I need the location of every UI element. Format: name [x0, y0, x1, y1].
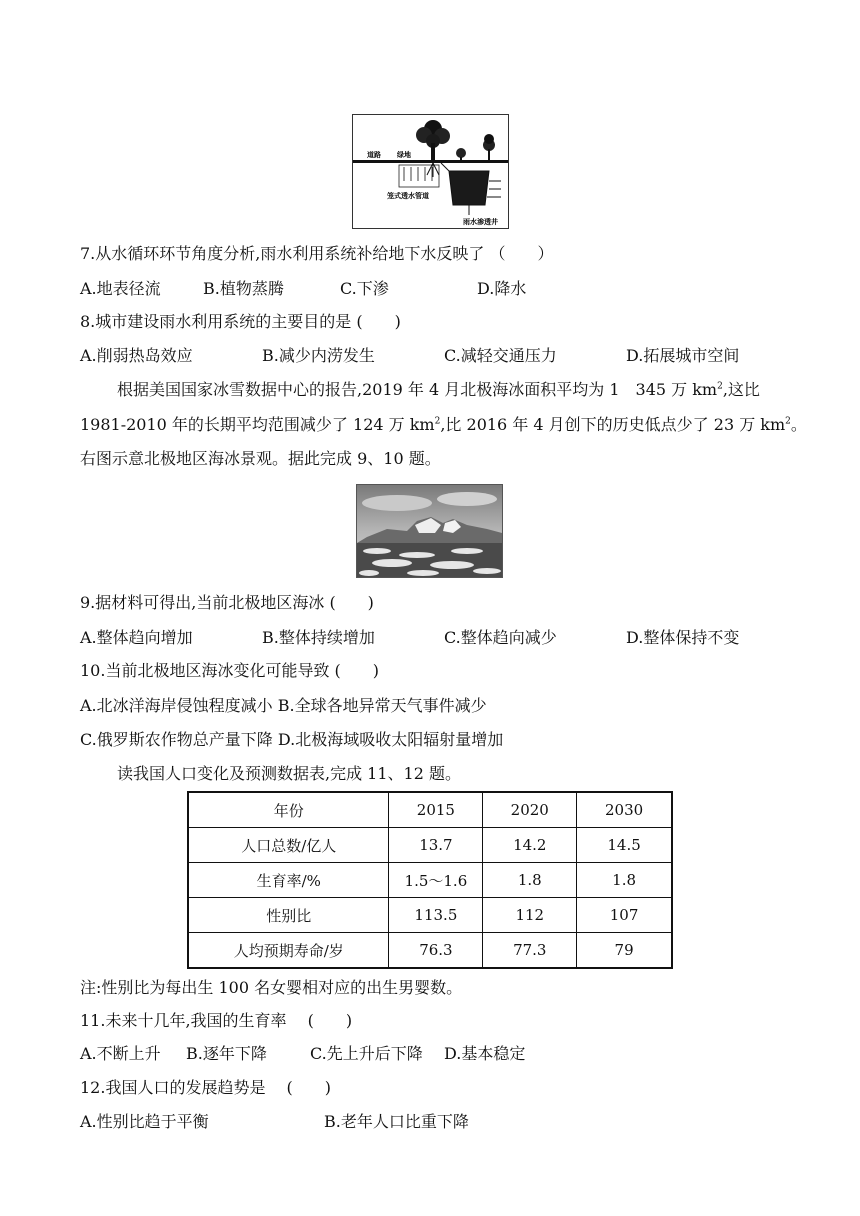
- q8-option-a[interactable]: A.削弱热岛效应: [80, 346, 193, 365]
- q9-stem: 9.据材料可得出,当前北极地区海冰 ( ): [80, 593, 374, 612]
- q9-option-c[interactable]: C.整体趋向减少: [444, 628, 557, 647]
- table-cell: 生育率/%: [188, 863, 389, 898]
- table-cell: 1.8: [577, 863, 672, 898]
- table-cell: 14.2: [483, 828, 577, 863]
- table-cell: 76.3: [389, 933, 483, 969]
- passage1-line2: 1981-2010 年的长期平均范围减少了 124 万 $km^2$,比 2016 年 4 月创下的历史低点少了 23 万 $km^2$。: [80, 415, 807, 434]
- q8-option-d[interactable]: D.拓展城市空间: [626, 346, 740, 365]
- table-cell: 1.5～1.6: [389, 863, 483, 898]
- table-header-cell: 年份: [188, 792, 389, 828]
- q7-stem: 7.从水循环环节角度分析,雨水利用系统补给地下水反映了 （ ）: [80, 244, 554, 263]
- table-cell: 77.3: [483, 933, 577, 969]
- q12-option-a[interactable]: A.性别比趋于平衡: [80, 1112, 209, 1131]
- table-cell: 113.5: [389, 898, 483, 933]
- arctic-sea-ice-photo: [356, 484, 503, 578]
- green-label: 绿地: [397, 151, 411, 159]
- q8-option-b[interactable]: B.减少内涝发生: [262, 346, 375, 365]
- q11-stem: 11.未来十几年,我国的生育率 ( ): [80, 1011, 353, 1030]
- table-cell: 107: [577, 898, 672, 933]
- q8-option-c[interactable]: C.减轻交通压力: [444, 346, 557, 365]
- q7-option-c[interactable]: C.下渗: [340, 279, 389, 298]
- table-row: [188, 933, 672, 969]
- q11-option-d[interactable]: D.基本稳定: [444, 1044, 526, 1063]
- q11-option-c[interactable]: C.先上升后下降: [310, 1044, 423, 1063]
- passage1-line3: 右图示意北极地区海冰景观。据此完成 9、10 题。: [80, 449, 441, 468]
- q8-stem: 8.城市建设雨水利用系统的主要目的是 ( ): [80, 312, 401, 331]
- table-header-cell: 2015: [389, 792, 483, 828]
- table-header-cell: 2020: [483, 792, 577, 828]
- table-row: [188, 828, 672, 863]
- table-cell: 13.7: [389, 828, 483, 863]
- table-row: [188, 863, 672, 898]
- table-cell: 人均预期寿命/岁: [188, 933, 389, 969]
- q10-options-line1[interactable]: A.北冰洋海岸侵蚀程度减小 B.全球各地异常天气事件减少: [80, 696, 487, 715]
- table-header-cell: 2030: [577, 792, 672, 828]
- table-cell: 1.8: [483, 863, 577, 898]
- table-row: [188, 898, 672, 933]
- q11-option-a[interactable]: A.不断上升: [80, 1044, 161, 1063]
- table-cell: 79: [577, 933, 672, 969]
- table-cell: 14.5: [577, 828, 672, 863]
- q7-option-d[interactable]: D.降水: [477, 279, 527, 298]
- table-note: 注:性别比为每出生 100 名女婴相对应的出生男婴数。: [80, 978, 463, 997]
- table-cell: 112: [483, 898, 577, 933]
- pipe-label: 笼式透水管道: [387, 192, 429, 200]
- q9-option-b[interactable]: B.整体持续增加: [262, 628, 375, 647]
- table-header-row: [188, 792, 672, 828]
- road-label: 道路: [367, 151, 381, 159]
- table-cell: 性别比: [188, 898, 389, 933]
- table-cell: 人口总数/亿人: [188, 828, 389, 863]
- q10-options-line2[interactable]: C.俄罗斯农作物总产量下降 D.北极海域吸收太阳辐射量增加: [80, 730, 504, 749]
- q12-stem: 12.我国人口的发展趋势是 ( ): [80, 1078, 332, 1097]
- q7-option-a[interactable]: A.地表径流: [80, 279, 161, 298]
- rainwater-system-diagram: [352, 114, 509, 229]
- well-label: 雨水渗透井: [463, 218, 498, 226]
- passage1-line1: 根据美国国家冰雪数据中心的报告,2019 年 4 月北极海冰面积平均为 1 345 万 $km^2$,这比: [117, 380, 760, 399]
- q7-option-b[interactable]: B.植物蒸腾: [203, 279, 284, 298]
- q11-option-b[interactable]: B.逐年下降: [186, 1044, 267, 1063]
- population-data-table: [187, 791, 673, 969]
- q12-option-b[interactable]: B.老年人口比重下降: [324, 1112, 469, 1131]
- passage2: 读我国人口变化及预测数据表,完成 11、12 题。: [117, 764, 461, 783]
- q9-option-a[interactable]: A.整体趋向增加: [80, 628, 193, 647]
- tree-graphic: [416, 120, 495, 161]
- q10-stem: 10.当前北极地区海冰变化可能导致 ( ): [80, 661, 380, 680]
- q9-option-d[interactable]: D.整体保持不变: [626, 628, 740, 647]
